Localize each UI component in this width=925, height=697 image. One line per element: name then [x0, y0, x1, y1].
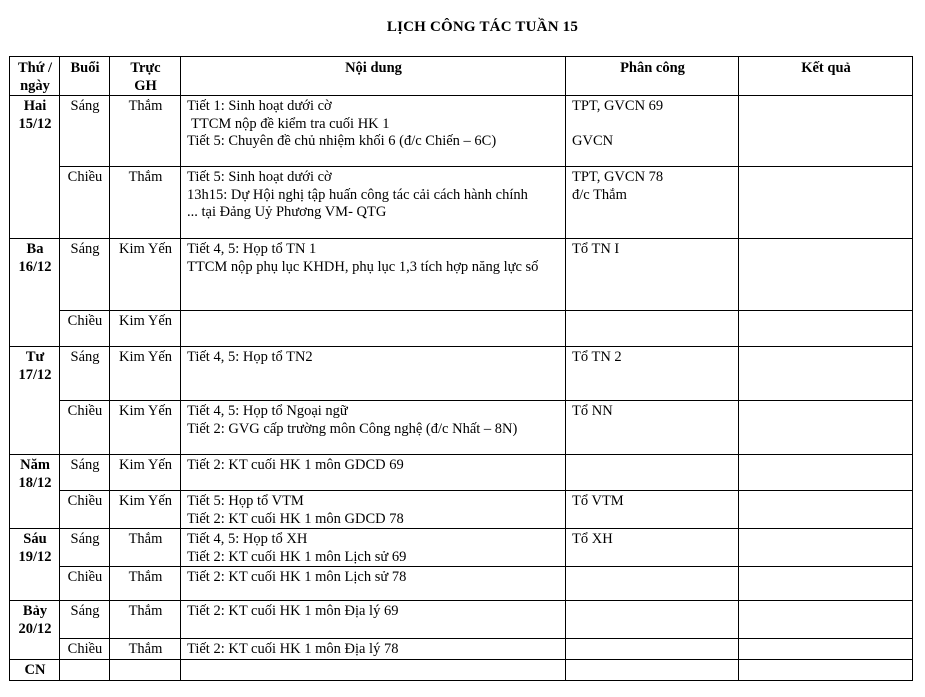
- assign-cell: [566, 567, 739, 601]
- assign-cell: [566, 639, 739, 660]
- session-cell: [60, 660, 110, 681]
- session-cell: Chiều: [60, 311, 110, 347]
- duty-cell: Thắm: [110, 96, 181, 167]
- content-cell: Tiết 5: Họp tổ VTM Tiết 2: KT cuối HK 1 môn GDCD 78: [181, 491, 566, 529]
- content-cell: Tiết 4, 5: Họp tổ TN 1 TTCM nộp phụ lục KHDH, phụ lục 1,3 tích hợp năng lực số: [181, 239, 566, 311]
- header-row: [10, 57, 913, 96]
- table-row: [10, 491, 913, 529]
- result-cell: [739, 167, 913, 239]
- day-cell: Tư 17/12: [10, 347, 60, 455]
- session-cell: Chiều: [60, 567, 110, 601]
- table-row: [10, 660, 913, 681]
- day-cell: Sáu 19/12: [10, 529, 60, 601]
- duty-cell: Thắm: [110, 529, 181, 567]
- duty-cell: Kim Yến: [110, 455, 181, 491]
- duty-cell: Thắm: [110, 639, 181, 660]
- result-cell: [739, 239, 913, 311]
- table-row: [10, 567, 913, 601]
- duty-cell: [110, 660, 181, 681]
- session-cell: Sáng: [60, 347, 110, 401]
- content-cell: Tiết 2: KT cuối HK 1 môn Lịch sử 78: [181, 567, 566, 601]
- header-duty: Trực GH: [110, 57, 181, 96]
- content-cell: Tiết 4, 5: Họp tổ Ngoại ngữ Tiết 2: GVG cấp trường môn Công nghệ (đ/c Nhất – 8N): [181, 401, 566, 455]
- result-cell: [739, 455, 913, 491]
- result-cell: [739, 567, 913, 601]
- assign-cell: [566, 455, 739, 491]
- session-cell: Sáng: [60, 529, 110, 567]
- session-cell: Sáng: [60, 239, 110, 311]
- duty-cell: Kim Yến: [110, 347, 181, 401]
- assign-cell: TPT, GVCN 78 đ/c Thắm: [566, 167, 739, 239]
- table-row: [10, 347, 913, 401]
- assign-cell: [566, 601, 739, 639]
- header-assign: Phân công: [566, 57, 739, 96]
- header-session: Buổi: [60, 57, 110, 96]
- day-cell: Năm 18/12: [10, 455, 60, 529]
- schedule-table: [9, 56, 913, 681]
- duty-cell: Kim Yến: [110, 239, 181, 311]
- day-cell: Ba 16/12: [10, 239, 60, 347]
- content-cell: [181, 311, 566, 347]
- session-cell: Chiều: [60, 639, 110, 660]
- content-cell: Tiết 4, 5: Họp tổ TN2: [181, 347, 566, 401]
- day-cell: CN: [10, 660, 60, 681]
- header-content: Nội dung: [181, 57, 566, 96]
- content-cell: [181, 660, 566, 681]
- content-cell: Tiết 2: KT cuối HK 1 môn Địa lý 78: [181, 639, 566, 660]
- table-row: [10, 639, 913, 660]
- day-cell: Hai 15/12: [10, 96, 60, 239]
- content-cell: Tiết 5: Sinh hoạt dưới cờ 13h15: Dự Hội nghị tập huấn công tác cải cách hành chính ... tại Đảng Uỷ Phương VM- QTG: [181, 167, 566, 239]
- schedule-title: LỊCH CÔNG TÁC TUẦN 15: [386, 19, 579, 35]
- duty-cell: Thắm: [110, 167, 181, 239]
- assign-cell: [566, 660, 739, 681]
- assign-cell: Tổ TN 2: [566, 347, 739, 401]
- duty-cell: Kim Yến: [110, 311, 181, 347]
- table-row: [10, 239, 913, 311]
- session-cell: Sáng: [60, 455, 110, 491]
- assign-cell: Tổ VTM: [566, 491, 739, 529]
- assign-cell: Tổ NN: [566, 401, 739, 455]
- session-cell: Chiều: [60, 167, 110, 239]
- content-cell: Tiết 1: Sinh hoạt dưới cờ TTCM nộp đề kiểm tra cuối HK 1 Tiết 5: Chuyên đề chủ nhiệm khối 6 (đ/c Chiến – 6C): [181, 96, 566, 167]
- session-cell: Chiều: [60, 491, 110, 529]
- duty-cell: Kim Yến: [110, 401, 181, 455]
- result-cell: [739, 660, 913, 681]
- content-cell: Tiết 2: KT cuối HK 1 môn Địa lý 69: [181, 601, 566, 639]
- result-cell: [739, 347, 913, 401]
- session-cell: Chiều: [60, 401, 110, 455]
- table-row: [10, 529, 913, 567]
- assign-cell: Tổ XH: [566, 529, 739, 567]
- table-row: [10, 96, 913, 167]
- table-row: [10, 311, 913, 347]
- result-cell: [739, 639, 913, 660]
- assign-cell: TPT, GVCN 69 GVCN: [566, 96, 739, 167]
- day-cell: Bảy 20/12: [10, 601, 60, 660]
- result-cell: [739, 401, 913, 455]
- table-row: [10, 401, 913, 455]
- header-result: Kết quả: [739, 57, 913, 96]
- session-cell: Sáng: [60, 96, 110, 167]
- table-row: [10, 167, 913, 239]
- result-cell: [739, 311, 913, 347]
- duty-cell: Kim Yến: [110, 491, 181, 529]
- duty-cell: Thắm: [110, 567, 181, 601]
- session-cell: Sáng: [60, 601, 110, 639]
- assign-cell: [566, 311, 739, 347]
- content-cell: Tiết 4, 5: Họp tổ XH Tiết 2: KT cuối HK 1 môn Lịch sử 69: [181, 529, 566, 567]
- assign-cell: Tổ TN I: [566, 239, 739, 311]
- result-cell: [739, 529, 913, 567]
- duty-cell: Thắm: [110, 601, 181, 639]
- table-row: [10, 455, 913, 491]
- table-row: [10, 601, 913, 639]
- result-cell: [739, 491, 913, 529]
- content-cell: Tiết 2: KT cuối HK 1 môn GDCD 69: [181, 455, 566, 491]
- result-cell: [739, 96, 913, 167]
- header-day: Thứ / ngày: [10, 57, 60, 96]
- result-cell: [739, 601, 913, 639]
